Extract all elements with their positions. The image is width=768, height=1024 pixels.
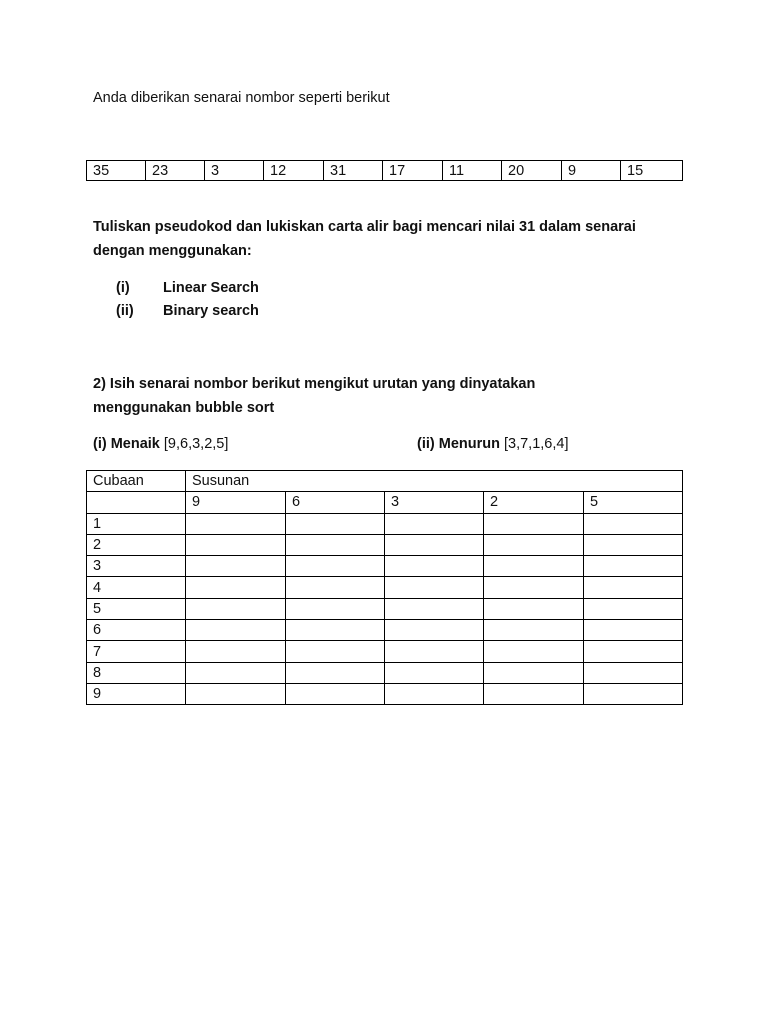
- question2-line1: 2) Isih senarai nombor berikut mengikut urutan yang dinyatakan: [93, 376, 536, 392]
- answer-cell[interactable]: [584, 683, 683, 704]
- answer-cell[interactable]: [385, 556, 484, 577]
- attempt-number-cell: 1: [87, 513, 186, 534]
- answer-cell[interactable]: [484, 577, 584, 598]
- item-number: (ii): [116, 303, 134, 319]
- answer-cell[interactable]: [385, 683, 484, 704]
- item-number: (i): [116, 280, 130, 296]
- answer-cell[interactable]: [186, 641, 286, 662]
- answer-cell[interactable]: [584, 556, 683, 577]
- answer-cell[interactable]: [286, 683, 385, 704]
- empty-cell: [87, 492, 186, 513]
- part-ii-descending: [417, 436, 569, 452]
- number-cell: 31: [324, 161, 383, 181]
- answer-cell[interactable]: [584, 598, 683, 619]
- number-cell: 9: [562, 161, 621, 181]
- answer-cell[interactable]: [584, 513, 683, 534]
- cubaan-header: Cubaan: [87, 471, 186, 492]
- answer-cell[interactable]: [584, 577, 683, 598]
- number-cell: 12: [264, 161, 324, 181]
- attempt-row: [87, 620, 683, 641]
- attempt-row: [87, 513, 683, 534]
- answer-cell[interactable]: [385, 662, 484, 683]
- answer-cell[interactable]: [186, 534, 286, 555]
- question1-item-binary: [116, 303, 259, 319]
- initial-value-cell: 6: [286, 492, 385, 513]
- attempt-number-cell: 4: [87, 577, 186, 598]
- number-cell: 17: [383, 161, 443, 181]
- part-i-label: (i) Menaik: [93, 436, 160, 452]
- answer-cell[interactable]: [385, 620, 484, 641]
- answer-cell[interactable]: [286, 577, 385, 598]
- initial-value-cell: 3: [385, 492, 484, 513]
- initial-value-cell: 5: [584, 492, 683, 513]
- answer-cell[interactable]: [484, 662, 584, 683]
- bubble-sort-table: [86, 470, 683, 705]
- attempt-row: [87, 577, 683, 598]
- attempt-number-cell: 2: [87, 534, 186, 555]
- answer-cell[interactable]: [484, 620, 584, 641]
- initial-values-row: [87, 492, 683, 513]
- question1-item-linear: [116, 280, 259, 296]
- header-row: [87, 471, 683, 492]
- number-list-table: [86, 160, 683, 181]
- answer-cell[interactable]: [286, 598, 385, 619]
- answer-cell[interactable]: [385, 577, 484, 598]
- answer-cell[interactable]: [186, 577, 286, 598]
- answer-cell[interactable]: [186, 620, 286, 641]
- answer-cell[interactable]: [484, 556, 584, 577]
- item-text: Binary search: [163, 303, 259, 319]
- attempt-number-cell: 3: [87, 556, 186, 577]
- answer-cell[interactable]: [584, 662, 683, 683]
- number-cell: 20: [502, 161, 562, 181]
- answer-cell[interactable]: [484, 534, 584, 555]
- answer-cell[interactable]: [584, 620, 683, 641]
- item-text: Linear Search: [163, 280, 259, 296]
- attempt-number-cell: 5: [87, 598, 186, 619]
- initial-value-cell: 9: [186, 492, 286, 513]
- answer-cell[interactable]: [484, 683, 584, 704]
- number-cell: 11: [443, 161, 502, 181]
- answer-cell[interactable]: [484, 598, 584, 619]
- attempt-row: [87, 641, 683, 662]
- attempt-rows: [87, 513, 683, 705]
- answer-cell[interactable]: [584, 641, 683, 662]
- number-cell: 23: [146, 161, 205, 181]
- question2-line2: menggunakan bubble sort: [93, 400, 275, 416]
- answer-cell[interactable]: [286, 513, 385, 534]
- question1-line2: dengan menggunakan:: [93, 243, 252, 259]
- answer-cell[interactable]: [286, 534, 385, 555]
- attempt-row: [87, 683, 683, 704]
- answer-cell[interactable]: [385, 534, 484, 555]
- susunan-header: Susunan: [186, 471, 683, 492]
- part-ii-label: (ii) Menurun: [417, 436, 500, 452]
- attempt-row: [87, 534, 683, 555]
- answer-cell[interactable]: [584, 534, 683, 555]
- answer-cell[interactable]: [484, 641, 584, 662]
- number-list-row: [87, 161, 683, 181]
- answer-cell[interactable]: [286, 556, 385, 577]
- attempt-row: [87, 662, 683, 683]
- attempt-number-cell: 8: [87, 662, 186, 683]
- answer-cell[interactable]: [385, 513, 484, 534]
- part-ii-values: [3,7,1,6,4]: [504, 436, 569, 452]
- answer-cell[interactable]: [286, 641, 385, 662]
- number-cell: 35: [87, 161, 146, 181]
- answer-cell[interactable]: [186, 556, 286, 577]
- answer-cell[interactable]: [385, 598, 484, 619]
- answer-cell[interactable]: [484, 513, 584, 534]
- attempt-row: [87, 598, 683, 619]
- number-cell: 15: [621, 161, 683, 181]
- initial-value-cell: 2: [484, 492, 584, 513]
- question1-line1: Tuliskan pseudokod dan lukiskan carta alir bagi mencari nilai 31 dalam senarai: [93, 219, 636, 235]
- answer-cell[interactable]: [186, 683, 286, 704]
- attempt-row: [87, 556, 683, 577]
- answer-cell[interactable]: [186, 662, 286, 683]
- part-i-ascending: [93, 436, 228, 452]
- number-cell: 3: [205, 161, 264, 181]
- intro-text: Anda diberikan senarai nombor seperti berikut: [93, 90, 390, 106]
- answer-cell[interactable]: [186, 598, 286, 619]
- attempt-number-cell: 9: [87, 683, 186, 704]
- attempt-number-cell: 6: [87, 620, 186, 641]
- part-i-values: [9,6,3,2,5]: [163, 436, 229, 452]
- attempt-number-cell: 7: [87, 641, 186, 662]
- answer-cell[interactable]: [385, 641, 484, 662]
- answer-cell[interactable]: [186, 513, 286, 534]
- answer-cell[interactable]: [286, 662, 385, 683]
- answer-cell[interactable]: [286, 620, 385, 641]
